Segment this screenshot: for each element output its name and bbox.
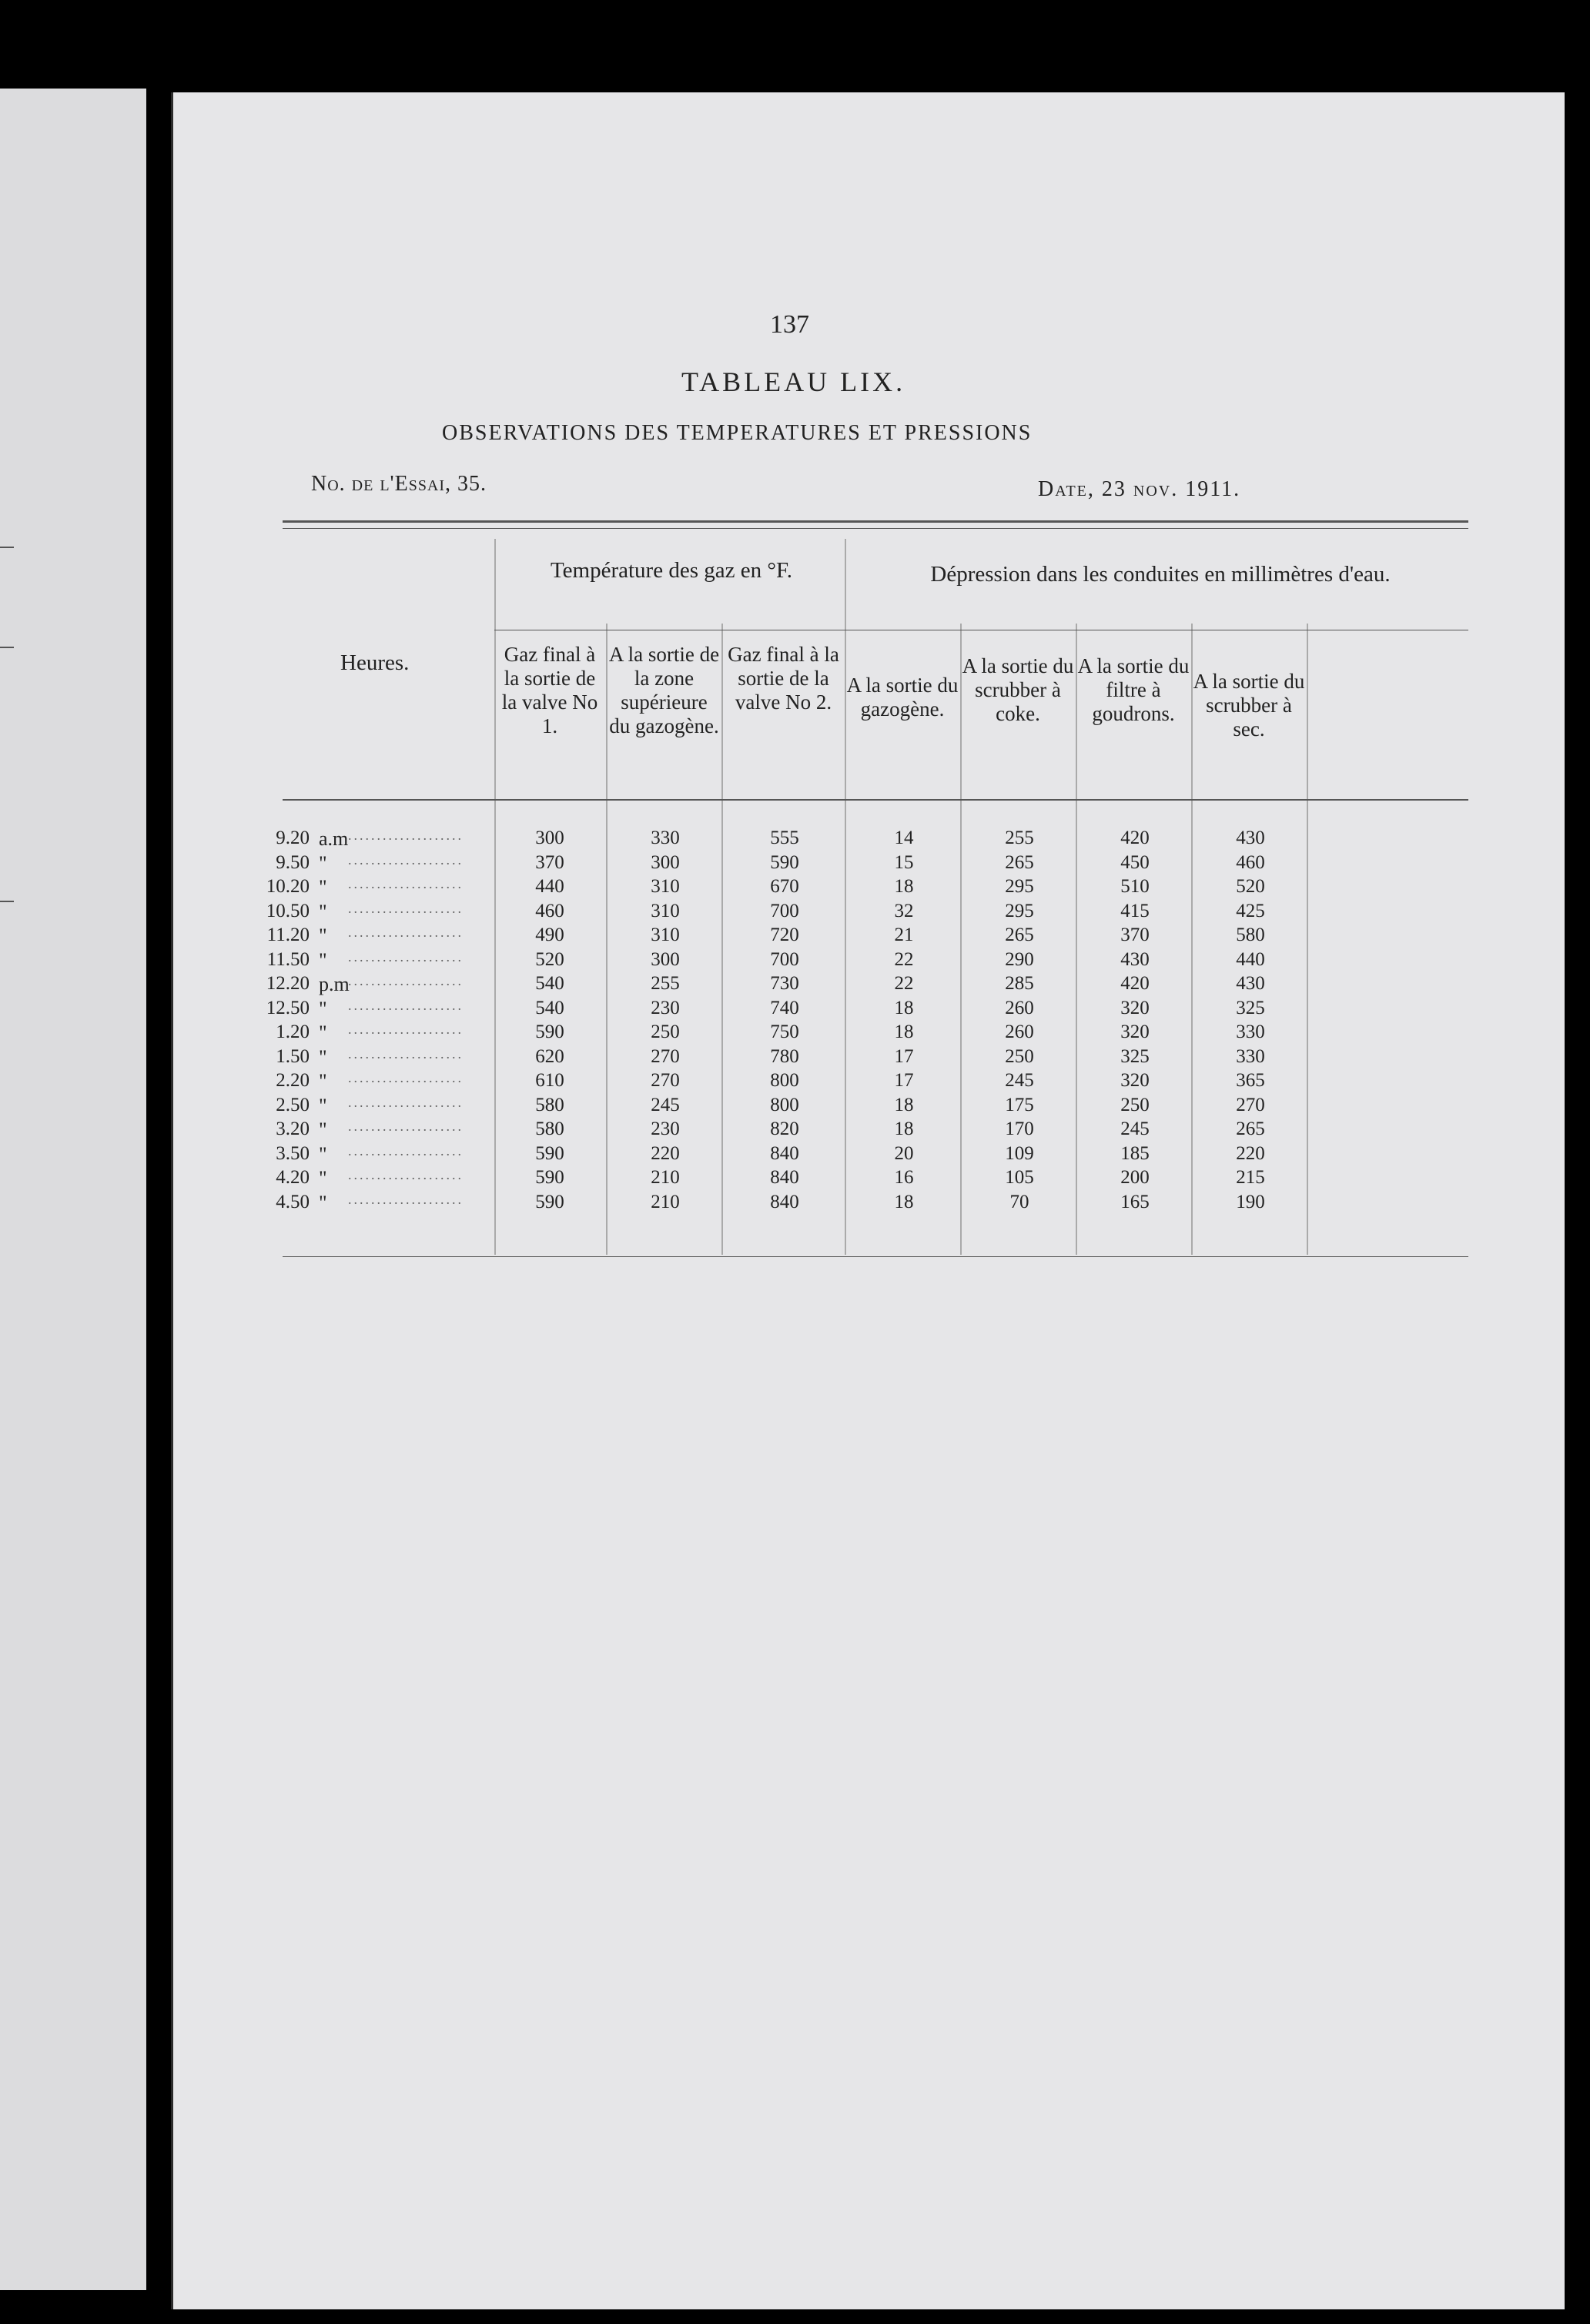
table-row [171, 925, 1480, 948]
header-bottom-rule [283, 799, 1468, 801]
value-cell: 250 [1005, 1045, 1034, 1067]
value-cell: 260 [1005, 1022, 1034, 1042]
value-cell: 440 [535, 876, 564, 897]
value-cell: 190 [1236, 1191, 1265, 1212]
time-cell: 4.20 [276, 1167, 310, 1188]
adjacent-page-edge [0, 89, 146, 2290]
value-cell: 840 [770, 1142, 799, 1164]
ampm-cell: " [319, 1167, 327, 1189]
ampm-cell: " [319, 1022, 327, 1044]
value-cell: 370 [1120, 925, 1150, 945]
value-cell: 620 [535, 1045, 564, 1067]
value-cell: 720 [770, 925, 799, 945]
value-cell: 17 [894, 1045, 914, 1067]
scanned-page [171, 92, 1565, 2309]
value-cell: 170 [1005, 1119, 1034, 1139]
value-cell: 325 [1236, 997, 1265, 1018]
value-cell: 580 [1236, 925, 1265, 945]
value-cell: 105 [1005, 1167, 1034, 1188]
ampm-cell: " [319, 925, 327, 947]
ampm-cell: p.m [319, 973, 350, 995]
table-row [171, 828, 1480, 851]
value-cell: 580 [535, 1119, 564, 1139]
value-cell: 32 [894, 900, 914, 921]
value-cell: 22 [894, 948, 914, 970]
time-cell: 11.20 [266, 925, 310, 945]
table-row [171, 1046, 1480, 1070]
value-cell: 415 [1120, 900, 1150, 921]
value-cell: 245 [1120, 1119, 1150, 1139]
value-cell: 800 [770, 1094, 799, 1115]
hours-header: Heures. [340, 650, 410, 675]
value-cell: 590 [535, 1167, 564, 1188]
value-cell: 730 [770, 973, 799, 994]
value-cell: 555 [770, 828, 799, 848]
value-cell: 210 [651, 1167, 680, 1188]
value-cell: 215 [1236, 1167, 1265, 1188]
value-cell: 325 [1120, 1045, 1150, 1067]
value-cell: 220 [651, 1142, 680, 1164]
table-row [171, 1119, 1480, 1142]
time-cell: 4.50 [276, 1191, 310, 1212]
value-cell: 430 [1236, 973, 1265, 994]
value-cell: 330 [1236, 1045, 1265, 1067]
table-row [171, 1022, 1480, 1045]
value-cell: 310 [651, 900, 680, 921]
leader-dots: .................... [348, 1167, 464, 1182]
ampm-cell: a.m [319, 828, 349, 850]
time-cell: 12.20 [266, 973, 310, 994]
value-cell: 540 [535, 973, 564, 994]
value-cell: 185 [1120, 1142, 1150, 1164]
value-cell: 320 [1120, 1070, 1150, 1091]
value-cell: 300 [651, 851, 680, 873]
value-cell: 590 [535, 1191, 564, 1212]
value-cell: 220 [1236, 1142, 1265, 1164]
value-cell: 230 [651, 997, 680, 1018]
value-cell: 270 [1236, 1094, 1265, 1115]
ampm-cell: " [319, 1070, 327, 1092]
time-cell: 3.50 [276, 1142, 310, 1164]
value-cell: 18 [894, 1191, 914, 1212]
value-cell: 700 [770, 948, 799, 970]
leader-dots: .................... [348, 1094, 464, 1110]
ampm-cell: " [319, 948, 327, 971]
leader-dots: .................... [348, 1191, 464, 1207]
value-cell: 310 [651, 876, 680, 897]
value-cell: 300 [535, 828, 564, 848]
table-row [171, 1167, 1480, 1191]
value-cell: 265 [1236, 1119, 1265, 1139]
page-edge-mark [0, 647, 14, 648]
col-header-gazogene: A la sortie du gazogène. [846, 674, 959, 721]
value-cell: 18 [894, 1119, 914, 1139]
time-cell: 2.20 [276, 1070, 310, 1091]
value-cell: 255 [1005, 828, 1034, 848]
table-row [171, 1070, 1480, 1094]
ampm-cell: " [319, 1094, 327, 1117]
time-cell: 1.20 [276, 1022, 310, 1042]
value-cell: 270 [651, 1070, 680, 1091]
value-cell: 15 [894, 851, 914, 873]
value-cell: 310 [651, 925, 680, 945]
leader-dots: .................... [348, 1142, 464, 1159]
value-cell: 590 [770, 851, 799, 873]
value-cell: 590 [535, 1022, 564, 1042]
value-cell: 22 [894, 973, 914, 994]
value-cell: 260 [1005, 997, 1034, 1018]
table-row [171, 949, 1480, 973]
leader-dots: .................... [348, 997, 464, 1013]
leader-dots: .................... [348, 828, 464, 843]
value-cell: 16 [894, 1167, 914, 1188]
value-cell: 420 [1120, 973, 1150, 994]
value-cell: 109 [1005, 1142, 1034, 1164]
ampm-cell: " [319, 851, 327, 874]
value-cell: 740 [770, 997, 799, 1018]
value-cell: 580 [535, 1094, 564, 1115]
ampm-cell: " [319, 900, 327, 923]
ampm-cell: " [319, 876, 327, 898]
value-cell: 18 [894, 1094, 914, 1115]
col-header-valve-2: Gaz final à la sortie de la valve No 2. [728, 643, 839, 714]
time-cell: 1.50 [276, 1045, 310, 1067]
ampm-cell: " [319, 1045, 327, 1068]
value-cell: 460 [535, 900, 564, 921]
value-cell: 840 [770, 1191, 799, 1212]
value-cell: 450 [1120, 851, 1150, 873]
col-header-scrubber-sec: A la sortie du scrubber à sec. [1193, 670, 1305, 741]
value-cell: 440 [1236, 948, 1265, 970]
table-row [171, 998, 1480, 1022]
value-cell: 265 [1005, 925, 1034, 945]
value-cell: 490 [535, 925, 564, 945]
leader-dots: .................... [348, 851, 464, 868]
value-cell: 255 [651, 973, 680, 994]
value-cell: 18 [894, 876, 914, 897]
time-cell: 10.20 [266, 876, 310, 897]
value-cell: 520 [1236, 876, 1265, 897]
value-cell: 70 [1009, 1191, 1029, 1212]
time-cell: 9.20 [276, 828, 310, 848]
time-cell: 11.50 [266, 948, 310, 970]
col-header-scrubber-coke: A la sortie du scrubber à coke. [962, 654, 1074, 725]
value-cell: 18 [894, 1022, 914, 1042]
table-title: TABLEAU LIX. [681, 366, 906, 397]
value-cell: 300 [651, 948, 680, 970]
time-cell: 9.50 [276, 851, 310, 873]
time-cell: 3.20 [276, 1119, 310, 1139]
value-cell: 510 [1120, 876, 1150, 897]
value-cell: 245 [651, 1094, 680, 1115]
value-cell: 295 [1005, 900, 1034, 921]
value-cell: 17 [894, 1070, 914, 1091]
table-top-rule-thin [283, 528, 1468, 529]
leader-dots: .................... [348, 1070, 464, 1085]
table-bottom-rule [283, 1256, 1468, 1257]
table-row [171, 973, 1480, 997]
ampm-cell: " [319, 997, 327, 1020]
value-cell: 425 [1236, 900, 1265, 921]
page-number: 137 [770, 310, 809, 339]
time-cell: 10.50 [266, 900, 310, 921]
value-cell: 210 [651, 1191, 680, 1212]
table-top-rule [283, 520, 1468, 523]
value-cell: 21 [894, 925, 914, 945]
value-cell: 800 [770, 1070, 799, 1091]
leader-dots: .................... [348, 948, 464, 965]
value-cell: 610 [535, 1070, 564, 1091]
leader-dots: .................... [348, 1045, 464, 1062]
value-cell: 250 [651, 1022, 680, 1042]
temperature-group-header: Température des gaz en °F. [550, 558, 793, 583]
value-cell: 430 [1236, 828, 1265, 848]
value-cell: 330 [651, 828, 680, 848]
value-cell: 270 [651, 1045, 680, 1067]
leader-dots: .................... [348, 1022, 464, 1037]
value-cell: 295 [1005, 876, 1034, 897]
value-cell: 840 [770, 1167, 799, 1188]
ampm-cell: " [319, 1142, 327, 1165]
leader-dots: .................... [348, 925, 464, 940]
col-header-valve-1: Gaz final à la sortie de la valve No 1. [501, 643, 598, 737]
value-cell: 330 [1236, 1022, 1265, 1042]
time-cell: 12.50 [266, 997, 310, 1018]
value-cell: 700 [770, 900, 799, 921]
table-row [171, 1095, 1480, 1119]
value-cell: 285 [1005, 973, 1034, 994]
col-header-filtre-goudrons: A la sortie du filtre à goudrons. [1077, 654, 1190, 725]
table-row [171, 876, 1480, 900]
depression-group-header: Dépression dans les conduites en millimètres d'eau. [930, 562, 1391, 587]
ampm-cell: " [319, 1191, 327, 1214]
value-cell: 245 [1005, 1070, 1034, 1091]
leader-dots: .................... [348, 900, 464, 916]
page-edge-mark [0, 901, 14, 902]
table-subtitle: OBSERVATIONS DES TEMPERATURES ET PRESSIONS [442, 421, 1033, 445]
value-cell: 320 [1120, 1022, 1150, 1042]
ampm-cell: " [319, 1119, 327, 1141]
col-header-zone-superieure: A la sortie de la zone supérieure du gazogène. [608, 643, 720, 737]
value-cell: 750 [770, 1022, 799, 1042]
table-row [171, 1192, 1480, 1216]
leader-dots: .................... [348, 876, 464, 891]
value-cell: 460 [1236, 851, 1265, 873]
value-cell: 370 [535, 851, 564, 873]
value-cell: 165 [1120, 1191, 1150, 1212]
value-cell: 320 [1120, 997, 1150, 1018]
value-cell: 230 [651, 1119, 680, 1139]
test-date: Date, 23 nov. 1911. [1038, 477, 1241, 501]
value-cell: 520 [535, 948, 564, 970]
value-cell: 365 [1236, 1070, 1265, 1091]
table-row [171, 852, 1480, 876]
table-row [171, 1143, 1480, 1167]
page-edge-mark [0, 547, 14, 548]
value-cell: 175 [1005, 1094, 1034, 1115]
value-cell: 20 [894, 1142, 914, 1164]
value-cell: 430 [1120, 948, 1150, 970]
value-cell: 540 [535, 997, 564, 1018]
value-cell: 14 [894, 828, 914, 848]
time-cell: 2.50 [276, 1094, 310, 1115]
leader-dots: .................... [348, 973, 464, 988]
essai-number: No. de l'Essai, 35. [311, 472, 487, 496]
value-cell: 250 [1120, 1094, 1150, 1115]
leader-dots: .................... [348, 1119, 464, 1134]
value-cell: 820 [770, 1119, 799, 1139]
value-cell: 18 [894, 997, 914, 1018]
value-cell: 265 [1005, 851, 1034, 873]
value-cell: 200 [1120, 1167, 1150, 1188]
value-cell: 670 [770, 876, 799, 897]
value-cell: 420 [1120, 828, 1150, 848]
value-cell: 590 [535, 1142, 564, 1164]
value-cell: 780 [770, 1045, 799, 1067]
table-row [171, 901, 1480, 925]
value-cell: 290 [1005, 948, 1034, 970]
